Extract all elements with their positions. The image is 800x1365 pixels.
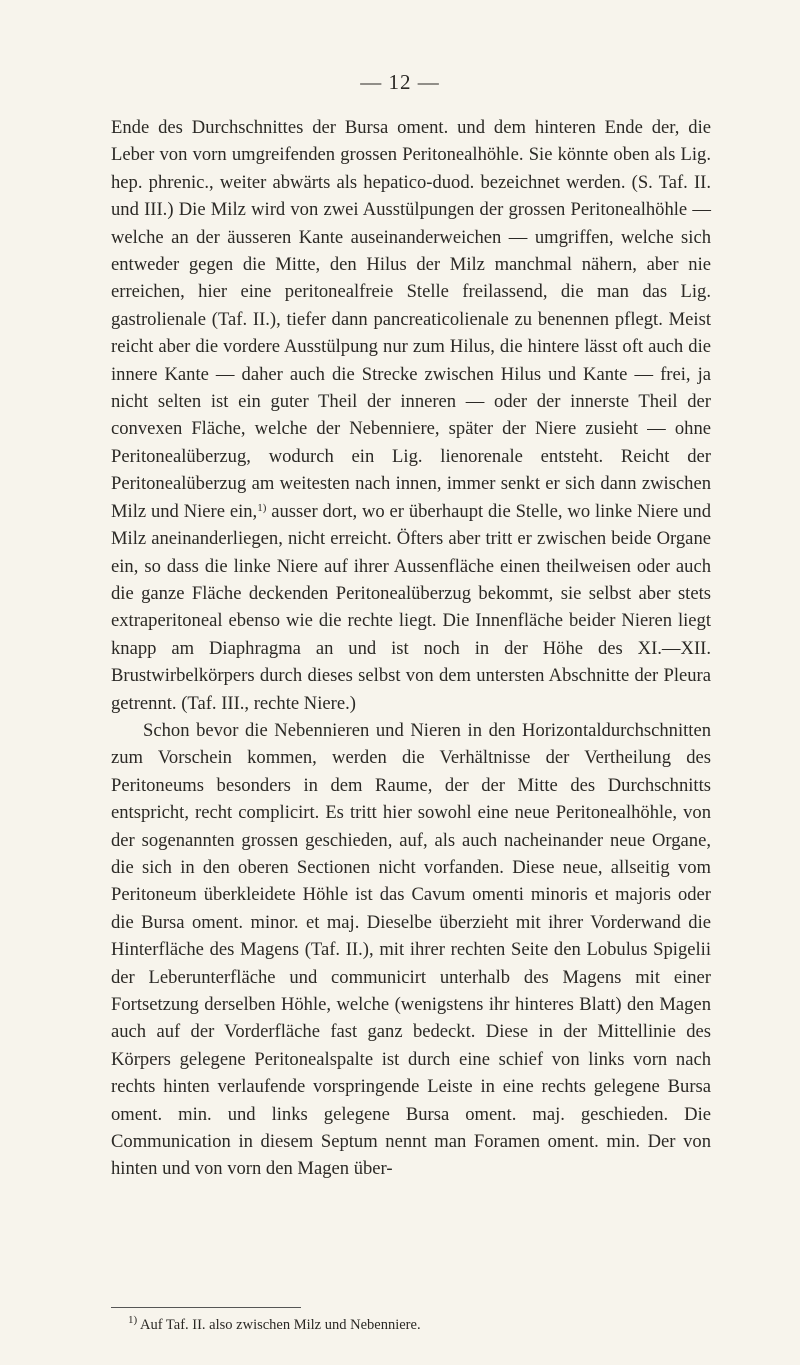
paragraph-1-text-a: Ende des Durchschnittes der Bursa oment. und dem hinteren Ende der, die Leber von vorn umgreifenden grossen Peritonealhöhle. Sie könnte oben als Lig. hep. phrenic., weiter abwärts als hepatico-duod. bezeichnet werden. (S. Taf. II. und III.) Die Milz wird von zwei Ausstülpungen der grossen Peritonealhöhle — welche an der äusseren Kante auseinanderweichen — umgriffen, welche sich entweder gegen die Mitte, den Hilus der Milz manchmal nähern, aber nie erreichen, hier eine peritonealfreie Stelle freilassend, die man das Lig. gastrolienale (Taf. II.), tiefer dann pancreaticolienale zu benennen pflegt. Meist reicht aber die vordere Ausstülpung nur zum Hilus, die hintere lässt oft auch die innere Kante — daher auch die Strecke zwischen Hilus und Kante — frei, ja nicht selten ist ein guter Theil der inneren — oder der innerste Theil der convexen Fläche, welche der Nebenniere, später der Niere zusieht — ohne Peritonealüberzug, wodurch ein Lig. lienorenale entsteht. Reicht der Peritonealüberzug am weitesten nach innen, immer senkt er sich dann zwischen Milz und Niere ein, [111, 117, 711, 522]
paragraph-1-text-b: ausser dort, wo er überhaupt die Stelle, wo linke Niere und Milz aneinanderliegen, nicht erreicht. Öfters aber tritt er zwischen beide Organe ein, so dass die linke Niere auf ihrer Aussenfläche einen theilweisen oder auch die ganze Fläche deckenden Peritonealüberzug bekommt, sie selbst aber stets extraperitoneal ebenso wie die rechte liegt. Die Innenfläche beider Nieren liegt knapp am Diaphragma an und ist noch in der Höhe des XI.—XII. Brustwirbelkörpers durch dieses selbst von dem untersten Abschnitte der Pleura getrennt. (Taf. III., rechte Niere.) [111, 500, 712, 714]
paragraph-1 [111, 114, 711, 717]
page-number: — 12 — [360, 70, 440, 94]
footnote-text: Auf Taf. II. also zwischen Milz und Nebenniere. [137, 1317, 421, 1333]
footnote-reference[interactable]: 1) [257, 501, 267, 514]
footnote [128, 1315, 708, 1335]
footnote-divider [111, 1307, 301, 1308]
body-text [111, 114, 711, 1183]
paragraph-2: Schon bevor die Nebennieren und Nieren in den Horizontaldurchschnitten zum Vorschein kommen, werden die Verhältnisse der Vertheilung des Peritoneums besonders in dem Raume, der der Mitte des Durchschnitts entspricht, recht complicirt. Es tritt hier sowohl eine neue Peritonealhöhle, von der sogenannten grossen geschieden, auf, als auch nacheinander neue Organe, die sich in den oberen Sectionen nicht vorfanden. Diese neue, allseitig vom Peritoneum überkleidete Höhle ist das Cavum omenti minoris et majoris oder die Bursa oment. minor. et maj. Dieselbe überzieht mit ihrer Vorderwand die Hinterfläche des Magens (Taf. II.), mit ihrer rechten Seite den Lobulus Spigelii der Leberunterfläche und communicirt unterhalb des Magens mit einer Fortsetzung derselben Höhle, welche (wenigstens ihr hinteres Blatt) den Magen auch auf der Vorderfläche fast ganz bedeckt. Diese in der Mittellinie des Körpers gelegene Peritonealspalte ist durch eine schief von links vorn nach rechts hinten verlaufende vorspringende Leiste in eine rechts gelegene Bursa oment. min. und links gelegene Bursa oment. maj. geschieden. Die Communication in diesem Septum nennt man Foramen oment. min. Der von hinten und von vorn den Magen über- [111, 719, 711, 1180]
footnote-marker: 1) [128, 1314, 138, 1326]
